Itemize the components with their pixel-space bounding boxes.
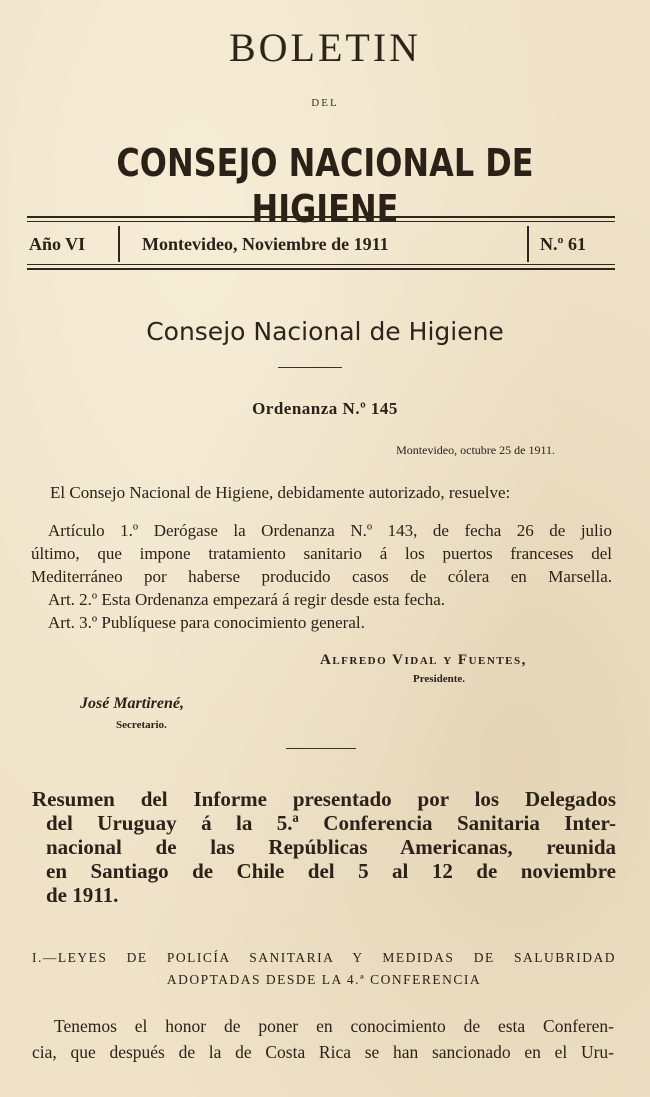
issue-band	[27, 222, 615, 268]
section-heading-line: I.—LEYES DE POLICÍA SANITARIA Y MEDIDAS DE SALUBRIDAD	[32, 950, 616, 965]
section-divider	[278, 367, 342, 368]
masthead-del: DEL	[311, 97, 339, 109]
ordinance-intro: El Consejo Nacional de Higiene, debidamente autorizado, resuelve:	[50, 483, 511, 502]
report-title-line: nacional de las Repúblicas Americanas, reunida	[46, 835, 616, 859]
ordinance-date: Montevideo, octubre 25 de 1911.	[396, 443, 555, 457]
masthead-title: BOLETIN	[228, 25, 422, 70]
band-bottom-rule-thin	[27, 264, 615, 265]
ordinance-title: Ordenanza N.º 145	[252, 399, 398, 418]
article-1-line: Mediterráneo por haberse producido casos de cólera en Marsella.	[31, 567, 612, 586]
ordinance-divider	[286, 748, 356, 749]
closing-paragraph	[32, 1013, 614, 1065]
signatory-role: Presidente.	[413, 673, 466, 685]
closing-line: Tenemos el honor de poner en conocimiento de esta Conferen-	[54, 1016, 614, 1036]
section-heading	[32, 947, 616, 991]
band-separator	[527, 226, 529, 262]
report-title	[32, 787, 616, 907]
report-title-line: en Santiago de Chile del 5 al 12 de noviembre	[46, 859, 616, 883]
closing-line: cia, que después de la de Costa Rica se han sancionado en el Uru-	[32, 1042, 614, 1062]
section-title: Consejo Nacional de Higiene	[146, 317, 504, 346]
article-1-line: último, que impone tratamiento sanitario á los puertos franceses del	[31, 544, 612, 563]
issue-place-date: Montevideo, Noviembre de 1911	[142, 234, 389, 254]
issue-number: N.º 61	[540, 234, 586, 254]
band-top-rule	[27, 216, 615, 218]
article-2: Art. 2.º Esta Ordenanza empezará á regir desde esta fecha.	[48, 590, 446, 609]
secretary-name: José Martirené,	[80, 695, 184, 712]
report-title-line: del Uruguay á la 5.ª Conferencia Sanitaria Inter-	[46, 811, 616, 835]
report-title-line: Resumen del Informe presentado por los Delegados	[32, 787, 616, 811]
secretary-role: Secretario.	[116, 719, 167, 731]
signatory-name: Alfredo Vidal y Fuentes,	[320, 652, 527, 668]
report-title-line: de 1911.	[46, 883, 119, 907]
issue-year: Año VI	[29, 234, 86, 254]
masthead-organization: CONSEJO NACIONAL DE HIGIENE	[116, 141, 534, 231]
article-3: Art. 3.º Publíquese para conocimiento general.	[48, 613, 365, 632]
section-heading-line: ADOPTADAS DESDE LA 4.ª CONFERENCIA	[166, 972, 482, 987]
article-1-line: Artículo 1.º Derógase la Ordenanza N.º 143, de fecha 26 de julio	[48, 521, 612, 540]
band-separator	[118, 226, 120, 262]
band-bottom-rule	[27, 268, 615, 270]
